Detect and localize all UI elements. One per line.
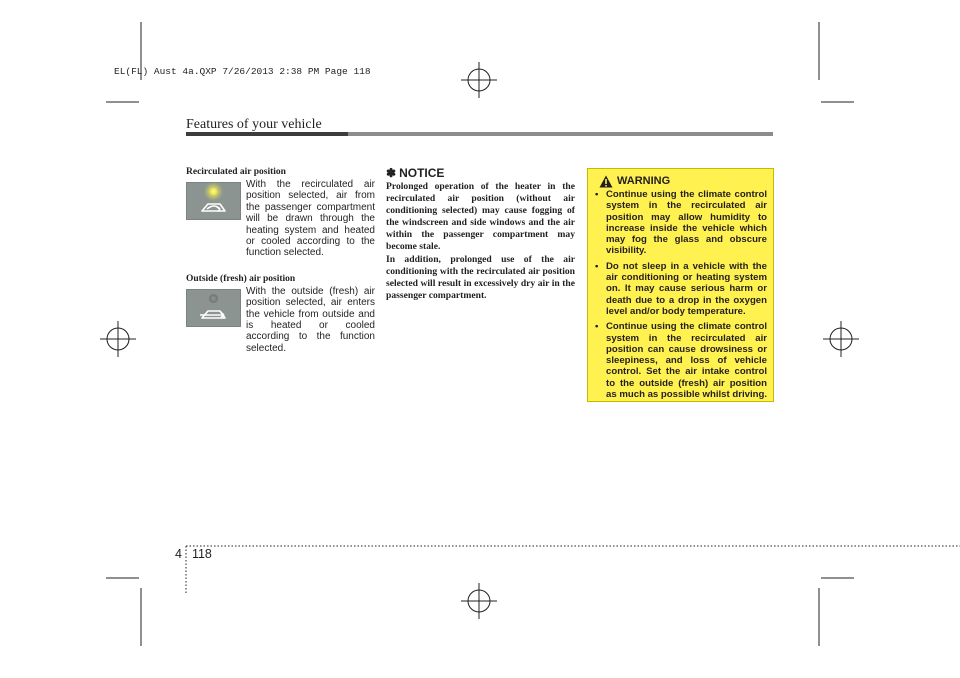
outside-heading: Outside (fresh) air position — [186, 273, 296, 284]
page-number — [175, 547, 212, 561]
bullet-icon: • — [595, 260, 599, 272]
indicator-led-icon — [209, 294, 218, 303]
bullet-icon: • — [595, 321, 599, 333]
indicator-led-icon — [209, 187, 218, 196]
notice-column — [386, 166, 575, 302]
warning-title: WARNING — [617, 175, 671, 187]
notice-body — [386, 181, 575, 302]
warning-list — [594, 189, 767, 400]
warning-triangle-icon — [599, 175, 613, 188]
warning-item: • Continue using the climate control system in the recirculated air position can cause drowsiness or sleepiness, and loss of vehicle control. Set the air intake control to the outside (fresh) air position as much as possible whilst driving. — [595, 321, 768, 401]
recirculated-description: With the recirculated air position selected, air from the passenger compartment will be drawn through the heating system and heated or cooled according to the function selected. — [246, 179, 375, 259]
recirculated-heading: Recirculated air position — [186, 167, 286, 177]
bullet-icon: • — [595, 189, 599, 200]
air-position-column — [186, 166, 375, 354]
warning-box — [587, 168, 774, 402]
notice-paragraph: Prolonged operation of the heater in the recirculated air position (without air conditioning selected) may cause fogging of the windscreen and side windows and the air within the passenger compartment may become stale. — [386, 181, 575, 253]
section-title: Features of your vehicle — [186, 117, 322, 132]
notice-title: NOTICE — [399, 166, 445, 180]
notice-paragraph: In addition, prolonged use of the air conditioning with the recirculated air position selected will result in excessively dry air in the passenger compartment. — [386, 253, 575, 301]
notice-asterisk-icon: ✽ — [386, 166, 397, 180]
page-number-value: 118 — [191, 547, 212, 561]
outside-description: With the outside (fresh) air position selected, air enters the vehicle from outside and is heated or cooled according to the function selected. — [246, 285, 375, 354]
notice-heading — [386, 166, 575, 180]
chapter-number: 4 — [175, 547, 182, 561]
warning-item: • Continue using the climate control system in the recirculated air position may allow humidity to increase inside the vehicle which may fog the glass and obscure visibility. — [595, 189, 767, 257]
outside-section — [186, 286, 375, 354]
warning-heading — [599, 174, 767, 188]
fresh-air-icon — [186, 289, 241, 327]
header-rule-accent — [186, 132, 348, 136]
recirculate-air-icon — [186, 182, 241, 220]
recirculated-section — [186, 179, 375, 259]
warning-item: • Do not sleep in a vehicle with the air conditioning or heating system on. It may cause serious harm or death due to a drop in the oxygen level and/or body temperature. — [595, 260, 767, 317]
print-slug: EL(FL) Aust 4a.QXP 7/26/2013 2:38 PM Page 118 — [114, 66, 371, 77]
